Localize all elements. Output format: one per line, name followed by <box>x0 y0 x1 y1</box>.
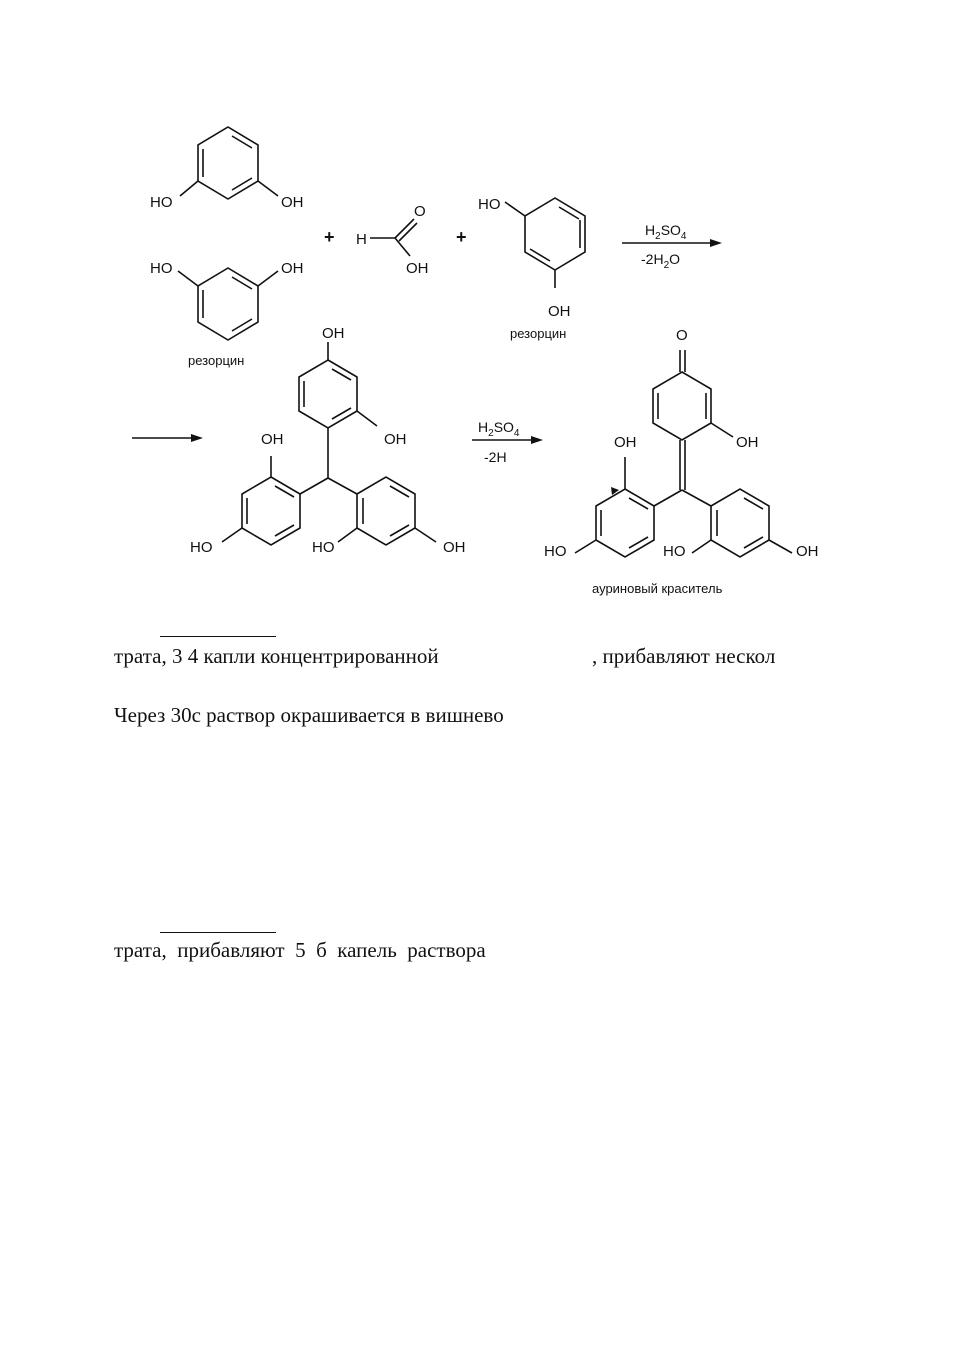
condition-label: -2H <box>484 449 507 465</box>
ho-label: HO <box>544 543 567 560</box>
paragraph-line-1-right: , прибавляют нескол <box>592 644 776 668</box>
oh-label: OH <box>443 539 466 556</box>
resorcinol-caption: резорцин <box>510 326 567 341</box>
resorcinol-molecule-2 <box>178 268 278 340</box>
resorcinol-caption: резорцин <box>188 353 245 368</box>
oh-label: OH <box>384 431 407 448</box>
o-label: O <box>414 203 426 220</box>
ho-label: HO <box>150 194 173 211</box>
reagent-label: $H_2SO_4$ <box>478 419 520 439</box>
oh-label: OH <box>261 431 284 448</box>
reaction-arrow-1 <box>622 239 722 247</box>
reaction-arrow-continue <box>132 434 203 442</box>
oh-label: OH <box>796 543 819 560</box>
ho-label: HO <box>478 196 501 213</box>
oh-label: OH <box>322 325 345 342</box>
formic-acid-molecule <box>370 219 417 256</box>
paragraph-line-1-left: трата, 3 4 капли концентрированной <box>114 644 439 668</box>
resorcinol-molecule-1 <box>180 127 278 199</box>
product-caption: ауриновый краситель <box>592 581 723 596</box>
ho-label: HO <box>663 543 686 560</box>
h-label: H <box>356 231 367 248</box>
oh-label: OH <box>281 194 304 211</box>
oh-label: OH <box>281 260 304 277</box>
reaction-arrow-2 <box>472 436 543 444</box>
o-label: O <box>676 327 688 344</box>
oh-label: OH <box>406 260 429 277</box>
plus-sign: + <box>324 227 335 247</box>
ho-label: HO <box>150 260 173 277</box>
condition-label: $-2H_2O$ <box>641 251 681 271</box>
underline-rule <box>160 932 276 933</box>
plus-sign: + <box>456 227 467 247</box>
paragraph-line-3: трата, прибавляют 5 б капель раствора <box>114 938 486 962</box>
ho-label: HO <box>190 539 213 556</box>
aurin-dye-molecule <box>575 350 792 557</box>
paragraph-line-2: Через 30с раствор окрашивается в вишнево <box>114 703 504 727</box>
resorcinol-molecule-3 <box>505 198 585 288</box>
reagent-label: $H_2SO_4$ <box>645 222 687 242</box>
ho-label: HO <box>312 539 335 556</box>
oh-label: OH <box>614 434 637 451</box>
underline-rule <box>160 636 276 637</box>
reaction-scheme <box>0 0 955 620</box>
oh-label: OH <box>548 303 571 320</box>
oh-label: OH <box>736 434 759 451</box>
